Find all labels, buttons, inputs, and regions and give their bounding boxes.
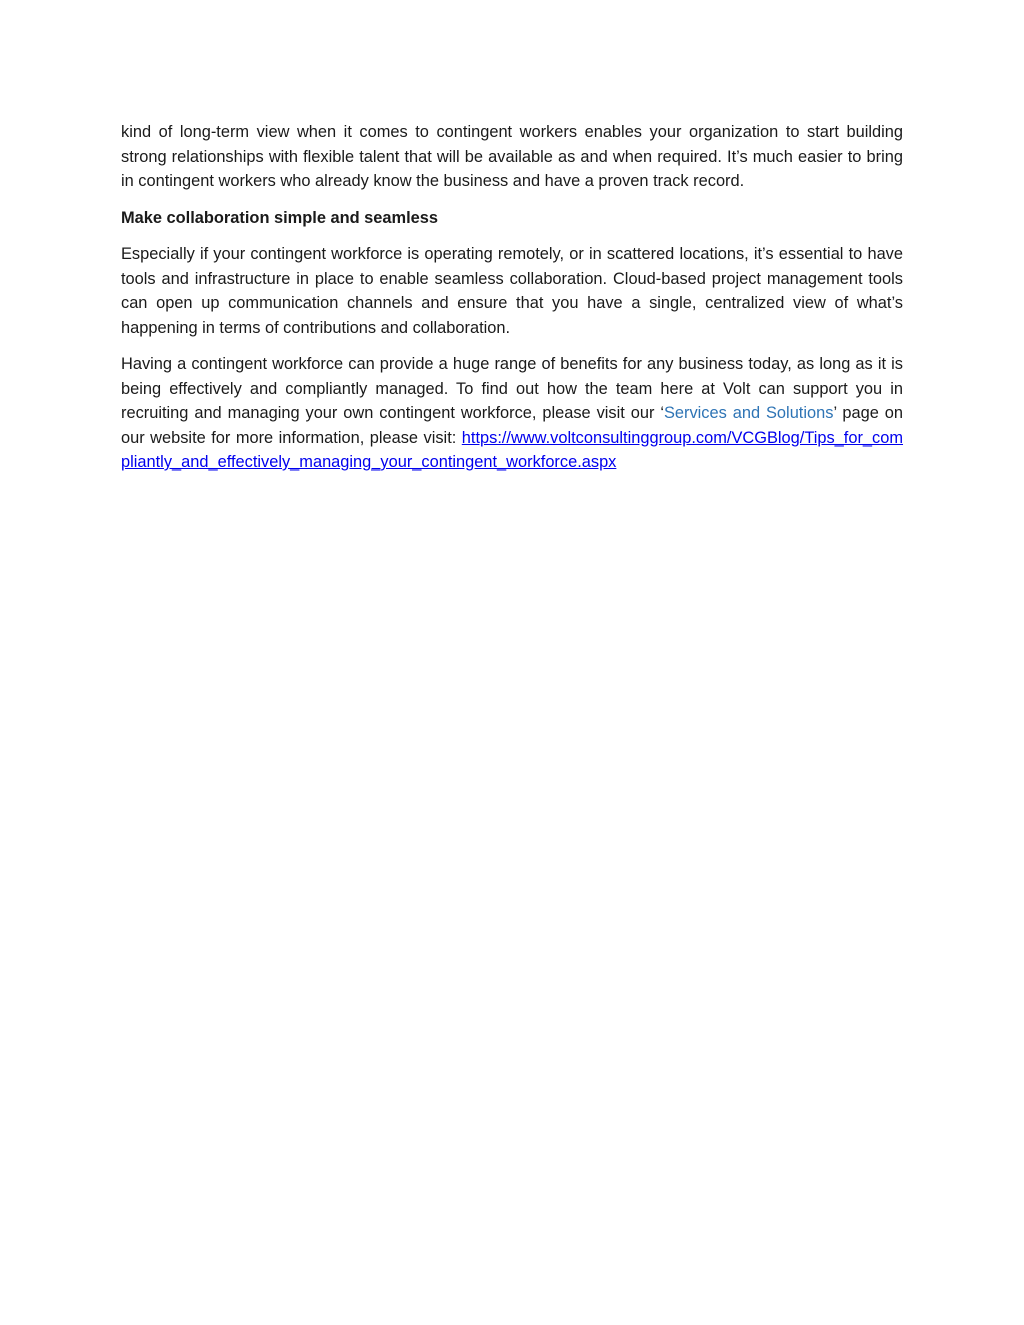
paragraph-mid-text: ’ page on our website for more information, please visit: bbox=[121, 404, 903, 447]
document-body bbox=[121, 120, 903, 487]
paragraph-long-term-view: kind of long-term view when it comes to contingent workers enables your organization to start building strong relationships with flexible talent that will be available as and when required. It’s much easier to bring in contingent workers who already know the business and have a proven track record. bbox=[121, 123, 903, 190]
blog-url-link[interactable]: https://www.voltconsultinggroup.com/VCGBlog/Tips_for_compliantly_and_effectively_managing_your_contingent_workforce.aspx bbox=[121, 428, 903, 471]
services-and-solutions-link[interactable]: Services and Solutions bbox=[663, 404, 834, 422]
paragraph-collaboration: Especially if your contingent workforce is operating remotely, or in scattered locations, it’s essential to have tools and infrastructure in place to enable seamless collaboration. Cloud-based project management tools can open up communication channels and ensure that you have a single, centralized view of what’s happening in terms of contributions and collaboration. bbox=[121, 245, 903, 337]
section-heading-collaboration: Make collaboration simple and seamless bbox=[121, 208, 439, 227]
paragraph-intro-text: Having a contingent workforce can provide a huge range of benefits for any business today, as long as it is being effectively and compliantly managed. To find out how the team here at Volt can support you in recruiting and managing your own contingent workforce, please visit our ‘ bbox=[121, 355, 903, 422]
paragraph-contingent-benefits bbox=[121, 352, 903, 475]
